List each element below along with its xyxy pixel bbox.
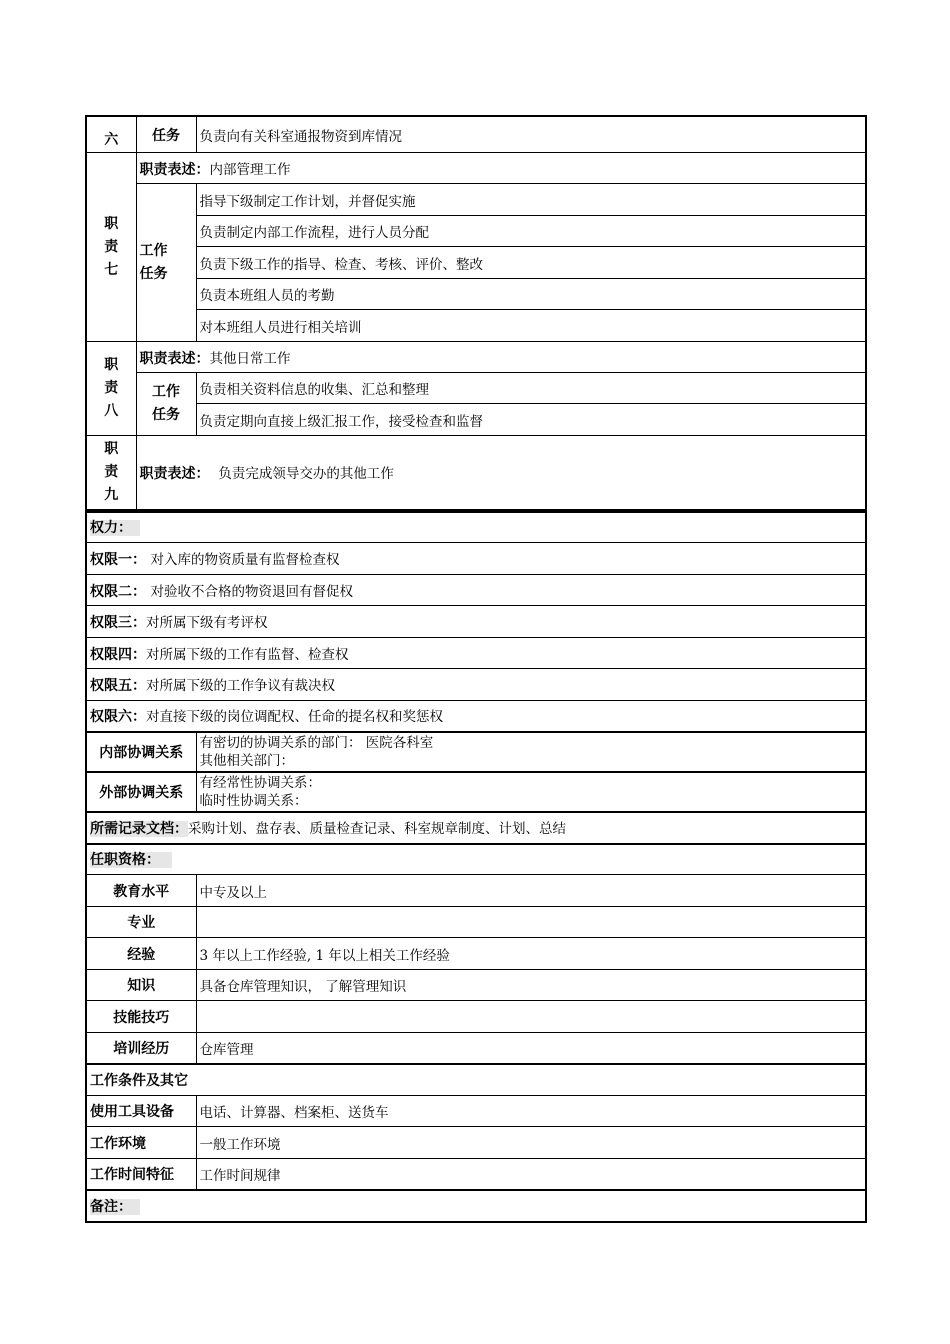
duty6-task: 负责向有关科室通报物资到库情况 [196, 116, 866, 153]
authority-table [85, 511, 867, 1223]
duty7-desc: 职责表述：内部管理工作 [136, 153, 866, 184]
qualification-row [86, 1033, 866, 1064]
conditions-row [86, 1096, 866, 1127]
duty8-desc: 职责表述：其他日常工作 [136, 342, 866, 373]
duty8-task-row [86, 373, 866, 404]
notes-row [86, 1190, 866, 1222]
qualification-row [86, 875, 866, 907]
internal-relations-value: 有密切的协调关系的部门： 医院各科室 其他相关部门： [196, 732, 866, 772]
duty8-task: 负责定期向直接上级汇报工作，接受检查和监督 [196, 404, 866, 436]
duty6-task-header: 任务 [136, 116, 196, 153]
duty7-task: 负责制定内部工作流程，进行人员分配 [196, 216, 866, 247]
qualification-label: 专业 [86, 907, 196, 938]
qualification-row [86, 1001, 866, 1033]
authority-row: 权限一： 对入库的物资质量有监督检查权 [86, 543, 866, 575]
external-relations-row [86, 772, 866, 812]
authority-row: 权限六：对直接下级的岗位调配权、任命的提名权和奖惩权 [86, 701, 866, 732]
internal-relations-label: 内部协调关系 [86, 732, 196, 772]
qualification-header: 任职资格： [90, 852, 172, 868]
duty7-task-header: 工作 任务 [136, 184, 196, 342]
duty7-task: 负责本班组人员的考勤 [196, 279, 866, 310]
internal-relations-row [86, 732, 866, 772]
duty6-row [86, 116, 866, 153]
authority-row: 权限五：对所属下级的工作争议有裁决权 [86, 669, 866, 701]
qualification-value: 中专及以上 [196, 875, 866, 907]
duty8-task: 负责相关资料信息的收集、汇总和整理 [196, 373, 866, 404]
conditions-label: 使用工具设备 [86, 1096, 196, 1127]
duty7-task: 对本班组人员进行相关培训 [196, 310, 866, 342]
qualification-value: 仓库管理 [196, 1033, 866, 1064]
records-row [86, 812, 866, 844]
qualification-row [86, 907, 866, 938]
authority-row: 权限二： 对验收不合格的物资退回有督促权 [86, 575, 866, 606]
qualification-value [196, 1001, 866, 1033]
authority-row: 权限四：对所属下级的工作有监督、检查权 [86, 638, 866, 669]
qualification-row [86, 938, 866, 970]
qualification-label: 技能技巧 [86, 1001, 196, 1033]
conditions-value: 电话、计算器、档案柜、送货车 [196, 1096, 866, 1127]
duty9-row [86, 436, 866, 510]
authority-header: 权力： [90, 520, 140, 536]
job-description-table [85, 115, 865, 1223]
conditions-row [86, 1127, 866, 1159]
duty7-desc-row [86, 153, 866, 184]
authority-header-row [86, 512, 866, 543]
qualification-value: 3 年以上工作经验, 1 年以上相关工作经验 [196, 938, 866, 970]
duty7-task: 指导下级制定工作计划，并督促实施 [196, 184, 866, 216]
qualification-label: 教育水平 [86, 875, 196, 907]
qualification-header-row [86, 844, 866, 875]
conditions-row [86, 1159, 866, 1190]
qualification-row [86, 970, 866, 1001]
duties-table [85, 115, 867, 511]
records-value: 采购计划、盘存表、质量检查记录、科室规章制度、计划、总结 [188, 821, 566, 837]
conditions-value: 一般工作环境 [196, 1127, 866, 1159]
qualification-value: 具备仓库管理知识， 了解管理知识 [196, 970, 866, 1001]
qualification-value [196, 907, 866, 938]
qualification-label: 培训经历 [86, 1033, 196, 1064]
notes-label: 备注： [90, 1199, 140, 1215]
duty8-task-header: 工作 任务 [136, 373, 196, 436]
conditions-value: 工作时间规律 [196, 1159, 866, 1190]
external-relations-value: 有经常性协调关系： 临时性协调关系： [196, 772, 866, 812]
duty8-desc-row [86, 342, 866, 373]
qualification-label: 经验 [86, 938, 196, 970]
qualification-label: 知识 [86, 970, 196, 1001]
duty7-label: 职 责 七 [86, 153, 136, 342]
duty9-label: 职 责 九 [86, 436, 136, 510]
external-relations-label: 外部协调关系 [86, 772, 196, 812]
duty7-task-row [86, 184, 866, 216]
duty7-task: 负责下级工作的指导、检查、考核、评价、整改 [196, 247, 866, 279]
duty8-label: 职 责 八 [86, 342, 136, 436]
conditions-header-row [86, 1064, 866, 1096]
conditions-label: 工作环境 [86, 1127, 196, 1159]
conditions-header: 工作条件及其它 [86, 1064, 866, 1096]
records-label: 所需记录文档： [90, 821, 188, 837]
duty9-desc: 职责表述： 负责完成领导交办的其他工作 [136, 436, 866, 510]
duty6-label: 六 [86, 116, 136, 153]
authority-row: 权限三：对所属下级有考评权 [86, 606, 866, 638]
conditions-label: 工作时间特征 [86, 1159, 196, 1190]
